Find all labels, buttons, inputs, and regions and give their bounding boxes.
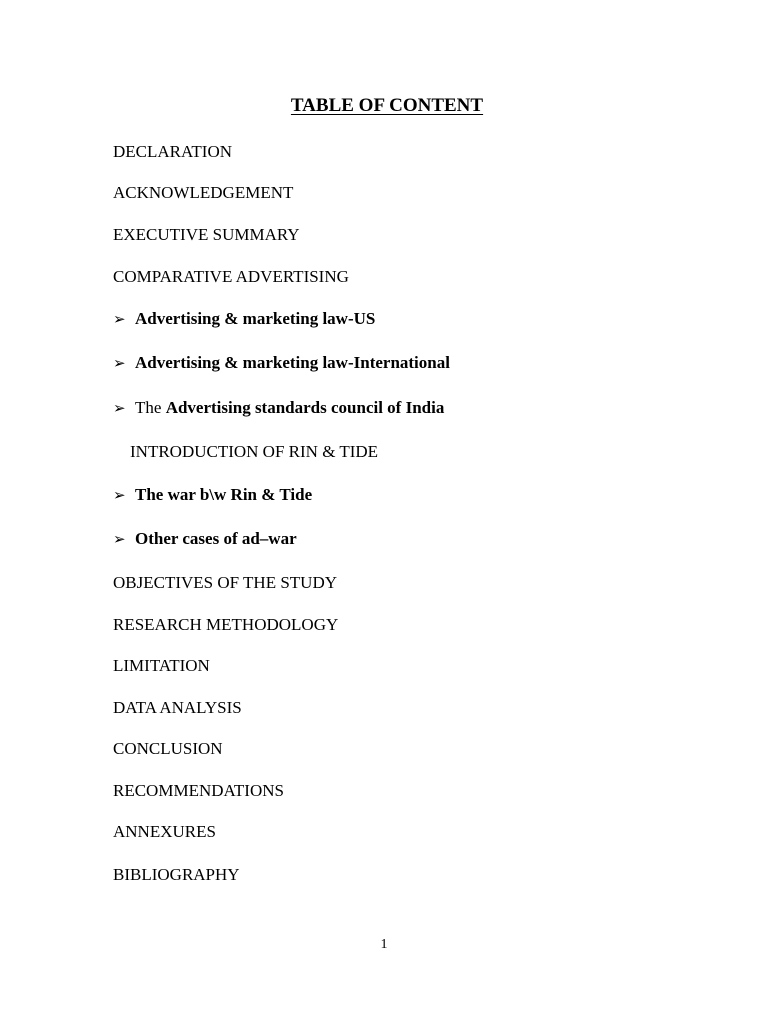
toc-entry-annexures: ANNEXURES (113, 822, 216, 841)
toc-entry-research-methodology: RESEARCH METHODOLOGY (113, 615, 339, 634)
toc-entry-comparative-advertising: COMPARATIVE ADVERTISING (113, 267, 349, 286)
toc-entry-bibliography: BIBLIOGRAPHY (113, 865, 240, 884)
toc-subentry-label: Advertising & marketing law-International (135, 353, 450, 372)
arrow-bullet-icon: ➢ (113, 310, 126, 328)
toc-subentry-lead: The (135, 398, 166, 417)
toc-entry-conclusion: CONCLUSION (113, 739, 223, 758)
toc-subentry-label: Advertising standards council of India (165, 398, 445, 417)
toc-subentry-label: Other cases of ad–war (135, 529, 297, 548)
toc-entry-data-analysis: DATA ANALYSIS (113, 698, 242, 717)
toc-subentry-label: Advertising & marketing law-US (135, 309, 376, 328)
page-number: 1 (380, 937, 388, 952)
arrow-bullet-icon: ➢ (113, 399, 126, 417)
toc-entry-recommendations: RECOMMENDATIONS (113, 781, 284, 800)
arrow-bullet-icon: ➢ (113, 530, 126, 548)
toc-title (0, 94, 768, 118)
toc-entry-intro-rin-tide: INTRODUCTION OF RIN & TIDE (130, 442, 379, 461)
toc-subentry-ad-law-international (113, 353, 450, 373)
toc-subentry-asci (113, 398, 444, 418)
toc-entry-objectives: OBJECTIVES OF THE STUDY (113, 573, 338, 592)
toc-title-text: TABLE OF CONTENT (290, 95, 484, 116)
toc-entry-declaration: DECLARATION (113, 142, 232, 161)
toc-subentry-ad-law-us (113, 309, 375, 329)
toc-entry-limitation: LIMITATION (113, 656, 210, 675)
toc-entry-executive-summary: EXECUTIVE SUMMARY (113, 225, 300, 244)
toc-subentry-war-rin-tide (113, 485, 312, 505)
toc-entry-acknowledgement: ACKNOWLEDGEMENT (113, 183, 294, 202)
toc-subentry-other-cases (113, 529, 297, 549)
arrow-bullet-icon: ➢ (113, 354, 126, 372)
toc-subentry-label: The war b\w Rin & Tide (135, 485, 313, 504)
arrow-bullet-icon: ➢ (113, 486, 126, 504)
